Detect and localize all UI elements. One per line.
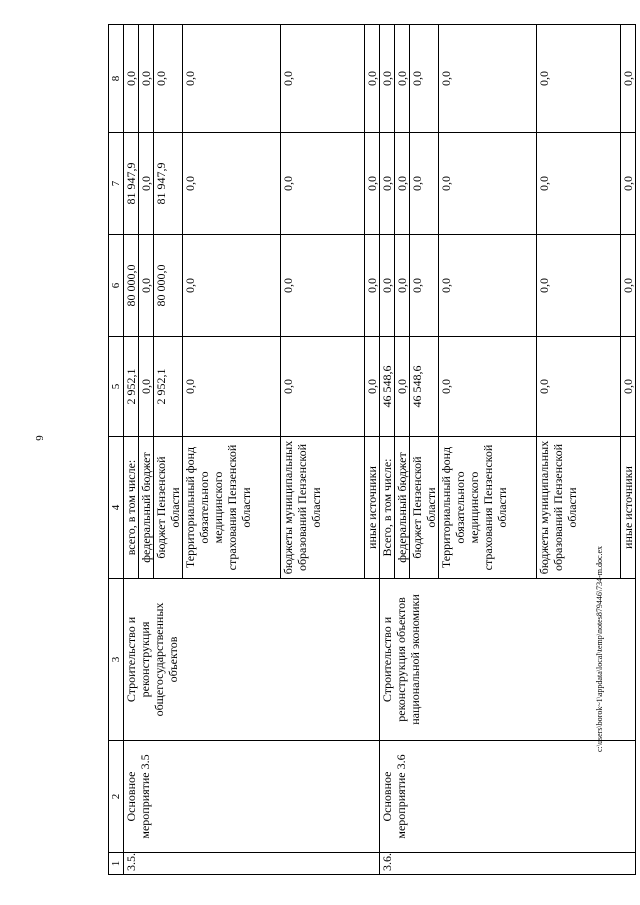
value-cell-c7: 0,0 xyxy=(439,133,537,235)
value-cell-c7: 0,0 xyxy=(537,133,621,235)
funding-source-cell: иные источники xyxy=(621,437,636,579)
value-cell-c8: 0,0 xyxy=(439,25,537,133)
table-row xyxy=(380,25,395,875)
value-cell-c7: 0,0 xyxy=(621,133,636,235)
value-cell-c5: 2 952,1 xyxy=(124,337,139,437)
value-cell-c5: 0,0 xyxy=(621,337,636,437)
value-cell-c7: 0,0 xyxy=(139,133,154,235)
value-cell-c8: 0,0 xyxy=(154,25,183,133)
value-cell-c8: 0,0 xyxy=(395,25,410,133)
footer-file-path: c:\users\borok~1\appdata\local\temp\notes879446\734-m.doc.ex xyxy=(595,545,604,752)
value-cell-c8: 0,0 xyxy=(621,25,636,133)
value-cell-c8: 0,0 xyxy=(380,25,395,133)
funding-source-cell: бюджеты муниципальных образований Пензенской области xyxy=(537,437,621,579)
value-cell-c6: 0,0 xyxy=(380,235,395,337)
value-cell-c6: 0,0 xyxy=(183,235,281,337)
measure-title-cell: Строительство и реконструкция общегосударственных объектов xyxy=(124,579,380,741)
value-cell-c8: 0,0 xyxy=(124,25,139,133)
value-cell-c7: 0,0 xyxy=(281,133,365,235)
value-cell-c6: 80 000,0 xyxy=(124,235,139,337)
value-cell-c6: 0,0 xyxy=(439,235,537,337)
header-cell: 2 xyxy=(109,741,124,853)
row-number-cell: 3.6. xyxy=(380,853,636,875)
value-cell-c7: 0,0 xyxy=(365,133,380,235)
measure-cell: Основное мероприятие 3.6 xyxy=(380,741,636,853)
table-row xyxy=(124,25,139,875)
value-cell-c8: 0,0 xyxy=(410,25,439,133)
page-number: 6 xyxy=(32,435,45,441)
funding-source-cell: Территориальный фонд обязательного медицинского страхования Пензенской области xyxy=(439,437,537,579)
value-cell-c7: 0,0 xyxy=(410,133,439,235)
value-cell-c8: 0,0 xyxy=(139,25,154,133)
header-cell: 6 xyxy=(109,235,124,337)
value-cell-c5: 0,0 xyxy=(537,337,621,437)
funding-source-cell: бюджеты муниципальных образований Пензенской области xyxy=(281,437,365,579)
value-cell-c6: 0,0 xyxy=(621,235,636,337)
value-cell-c6: 0,0 xyxy=(410,235,439,337)
budget-table xyxy=(108,24,636,875)
value-cell-c5: 2 952,1 xyxy=(154,337,183,437)
header-cell: 4 xyxy=(109,437,124,579)
value-cell-c6: 0,0 xyxy=(537,235,621,337)
funding-source-cell: всего, в том числе: xyxy=(124,437,139,579)
header-row xyxy=(109,25,124,875)
value-cell-c5: 0,0 xyxy=(395,337,410,437)
value-cell-c6: 0,0 xyxy=(139,235,154,337)
header-cell: 5 xyxy=(109,337,124,437)
header-cell: 3 xyxy=(109,579,124,741)
value-cell-c7: 81 947,9 xyxy=(124,133,139,235)
value-cell-c5: 0,0 xyxy=(439,337,537,437)
value-cell-c5: 0,0 xyxy=(139,337,154,437)
value-cell-c5: 46 548,6 xyxy=(410,337,439,437)
value-cell-c5: 0,0 xyxy=(365,337,380,437)
value-cell-c8: 0,0 xyxy=(183,25,281,133)
funding-source-cell: бюджет Пензенской области xyxy=(154,437,183,579)
value-cell-c5: 0,0 xyxy=(281,337,365,437)
value-cell-c6: 0,0 xyxy=(365,235,380,337)
funding-source-cell: иные источники xyxy=(365,437,380,579)
funding-source-cell: бюджет Пензенской области xyxy=(410,437,439,579)
funding-source-cell: Всего, в том числе: xyxy=(380,437,395,579)
value-cell-c8: 0,0 xyxy=(281,25,365,133)
funding-source-cell: Территориальный фонд обязательного медицинского страхования Пензенской области xyxy=(183,437,281,579)
value-cell-c6: 0,0 xyxy=(281,235,365,337)
value-cell-c6: 80 000,0 xyxy=(154,235,183,337)
value-cell-c6: 0,0 xyxy=(395,235,410,337)
value-cell-c7: 81 947,9 xyxy=(154,133,183,235)
value-cell-c7: 0,0 xyxy=(183,133,281,235)
funding-source-cell: федеральный бюджет xyxy=(139,437,154,579)
header-cell: 1 xyxy=(109,853,124,875)
funding-source-cell: федеральный бюджет xyxy=(395,437,410,579)
value-cell-c7: 0,0 xyxy=(380,133,395,235)
value-cell-c5: 0,0 xyxy=(183,337,281,437)
value-cell-c5: 46 548,6 xyxy=(380,337,395,437)
measure-title-cell: Строительство и реконструкция объектов национальной экономики xyxy=(380,579,636,741)
header-cell: 7 xyxy=(109,133,124,235)
row-number-cell: 3.5. xyxy=(124,853,380,875)
value-cell-c8: 0,0 xyxy=(365,25,380,133)
value-cell-c7: 0,0 xyxy=(395,133,410,235)
header-cell: 8 xyxy=(109,25,124,133)
measure-cell: Основное мероприятие 3.5 xyxy=(124,741,380,853)
value-cell-c8: 0,0 xyxy=(537,25,621,133)
